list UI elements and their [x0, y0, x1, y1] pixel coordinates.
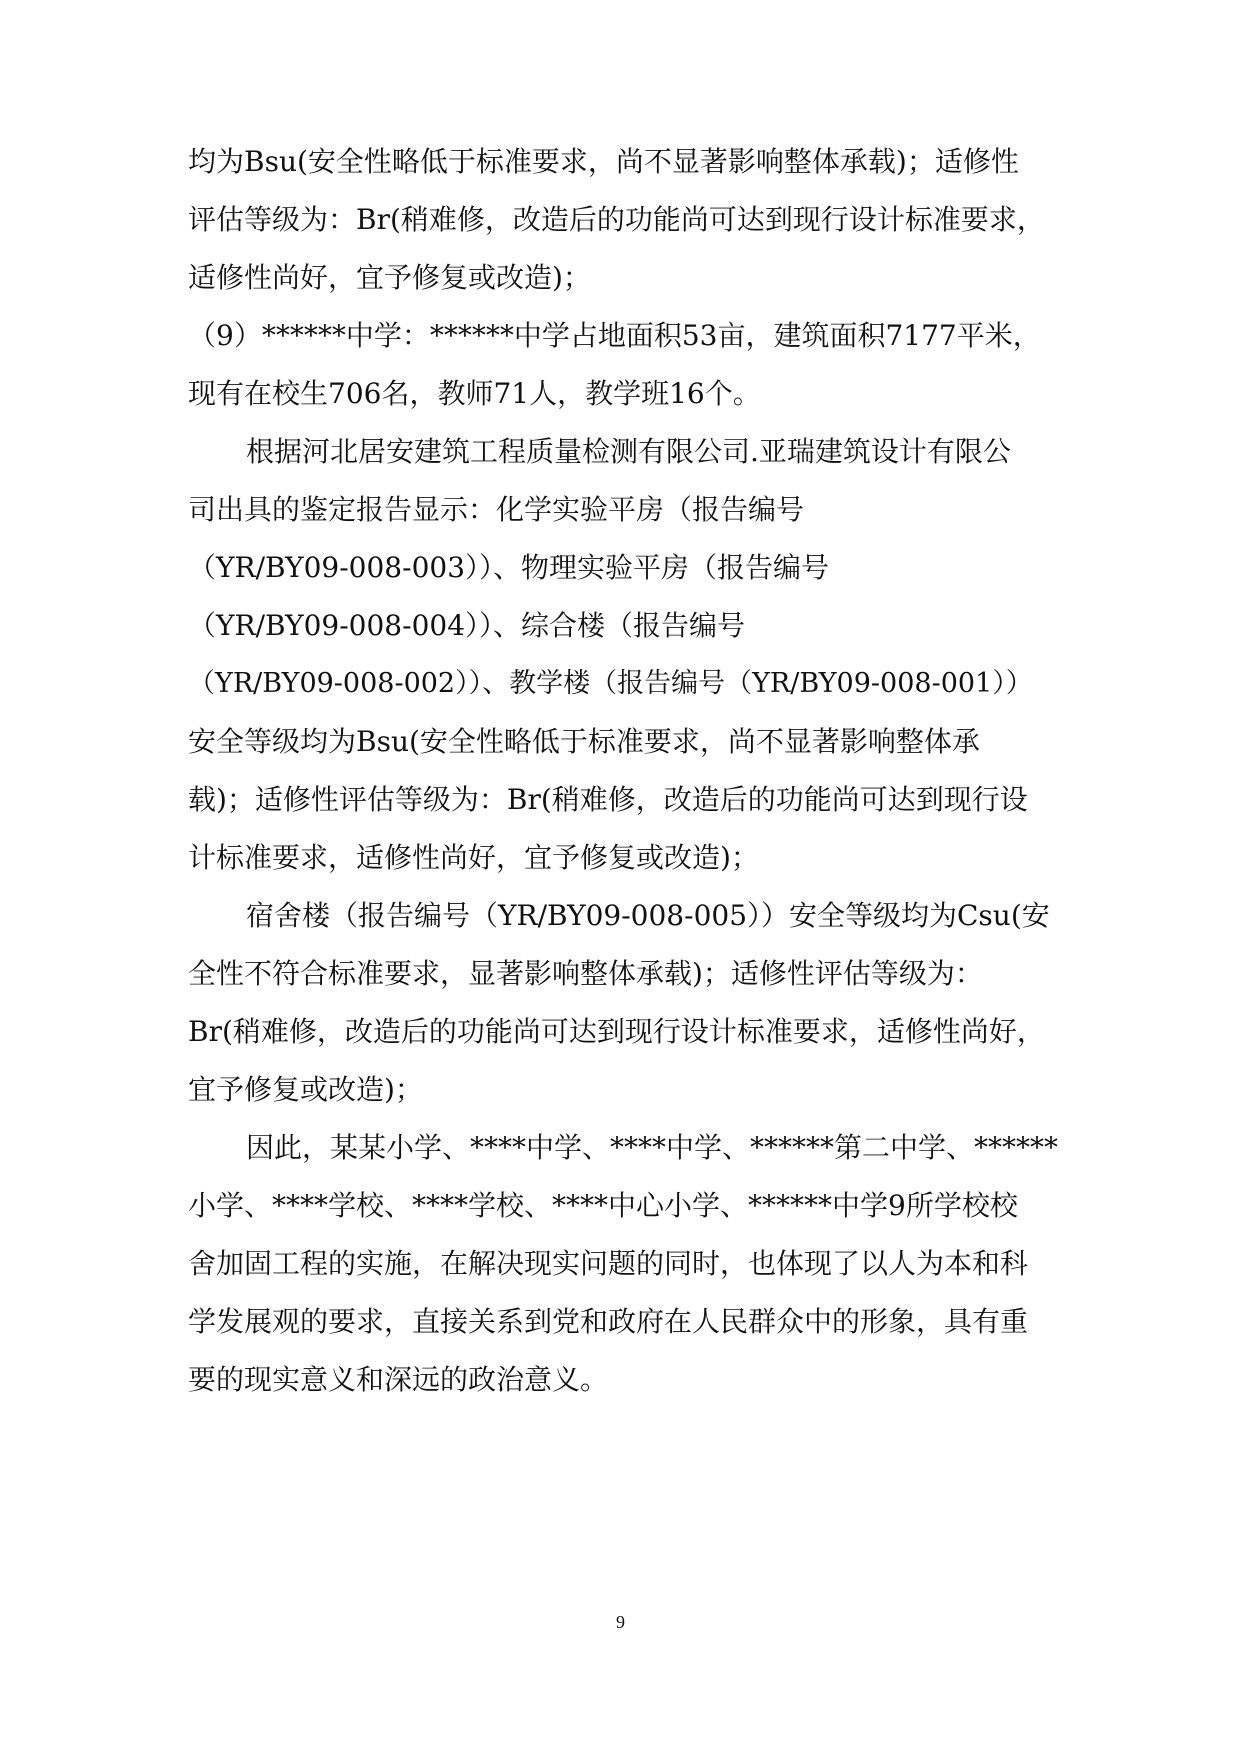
page-number: 9 [616, 1612, 625, 1632]
text-line: 舍加固工程的实施，在解决现实问题的同时，也体现了以人为本和科 [188, 1247, 1029, 1280]
text-line: 宿舍楼（报告编号（YR/BY09-008-005））安全等级均为Csu(安 [246, 899, 1050, 932]
text-line: （YR/BY09-008-003））、物理实验平房（报告编号 [188, 551, 830, 584]
text-line: （YR/BY09-008-004））、综合楼（报告编号 [188, 609, 746, 642]
text-line: Br(稍难修，改造后的功能尚可达到现行设计标准要求，适修性尚好， [188, 1015, 1045, 1048]
text-line: （9）******中学：******中学占地面积53亩，建筑面积7177平米， [188, 319, 1041, 352]
text-line: 均为Bsu(安全性略低于标准要求，尚不显著影响整体承载)；适修性 [188, 145, 1019, 178]
text-line: 评估等级为：Br(稍难修，改造后的功能尚可达到现行设计标准要求， [188, 203, 1045, 236]
text-line: 根据河北居安建筑工程质量检测有限公司.亚瑞建筑设计有限公 [246, 435, 1011, 468]
text-line: 司出具的鉴定报告显示：化学实验平房（报告编号 [188, 493, 805, 526]
text-line: 要的现实意义和深远的政治意义。 [188, 1363, 609, 1396]
text-line: 安全等级均为Bsu(安全性略低于标准要求，尚不显著影响整体承 [188, 725, 980, 758]
text-line: 全性不符合标准要求，显著影响整体承载)；适修性评估等级为： [188, 957, 983, 990]
text-line: 小学、****学校、****学校、****中心小学、******中学9所学校校 [188, 1189, 1018, 1222]
text-line: 计标准要求，适修性尚好，宜予修复或改造)； [188, 841, 759, 874]
text-line: 因此，某某小学、****中学、****中学、******第二中学、****** [246, 1131, 1058, 1164]
text-line: 现有在校生706名，教师71人，教学班16个。 [188, 377, 761, 410]
text-line: 适修性尚好，宜予修复或改造)； [188, 261, 591, 294]
text-line: 宜予修复或改造)； [188, 1073, 423, 1106]
text-line: （YR/BY09-008-002））、教学楼（报告编号（YR/BY09-008-001）） [188, 668, 1033, 699]
text-line: 学发展观的要求，直接关系到党和政府在人民群众中的形象，具有重 [188, 1305, 1029, 1338]
text-line: 载)；适修性评估等级为：Br(稍难修，改造后的功能尚可达到现行设 [188, 783, 1028, 816]
